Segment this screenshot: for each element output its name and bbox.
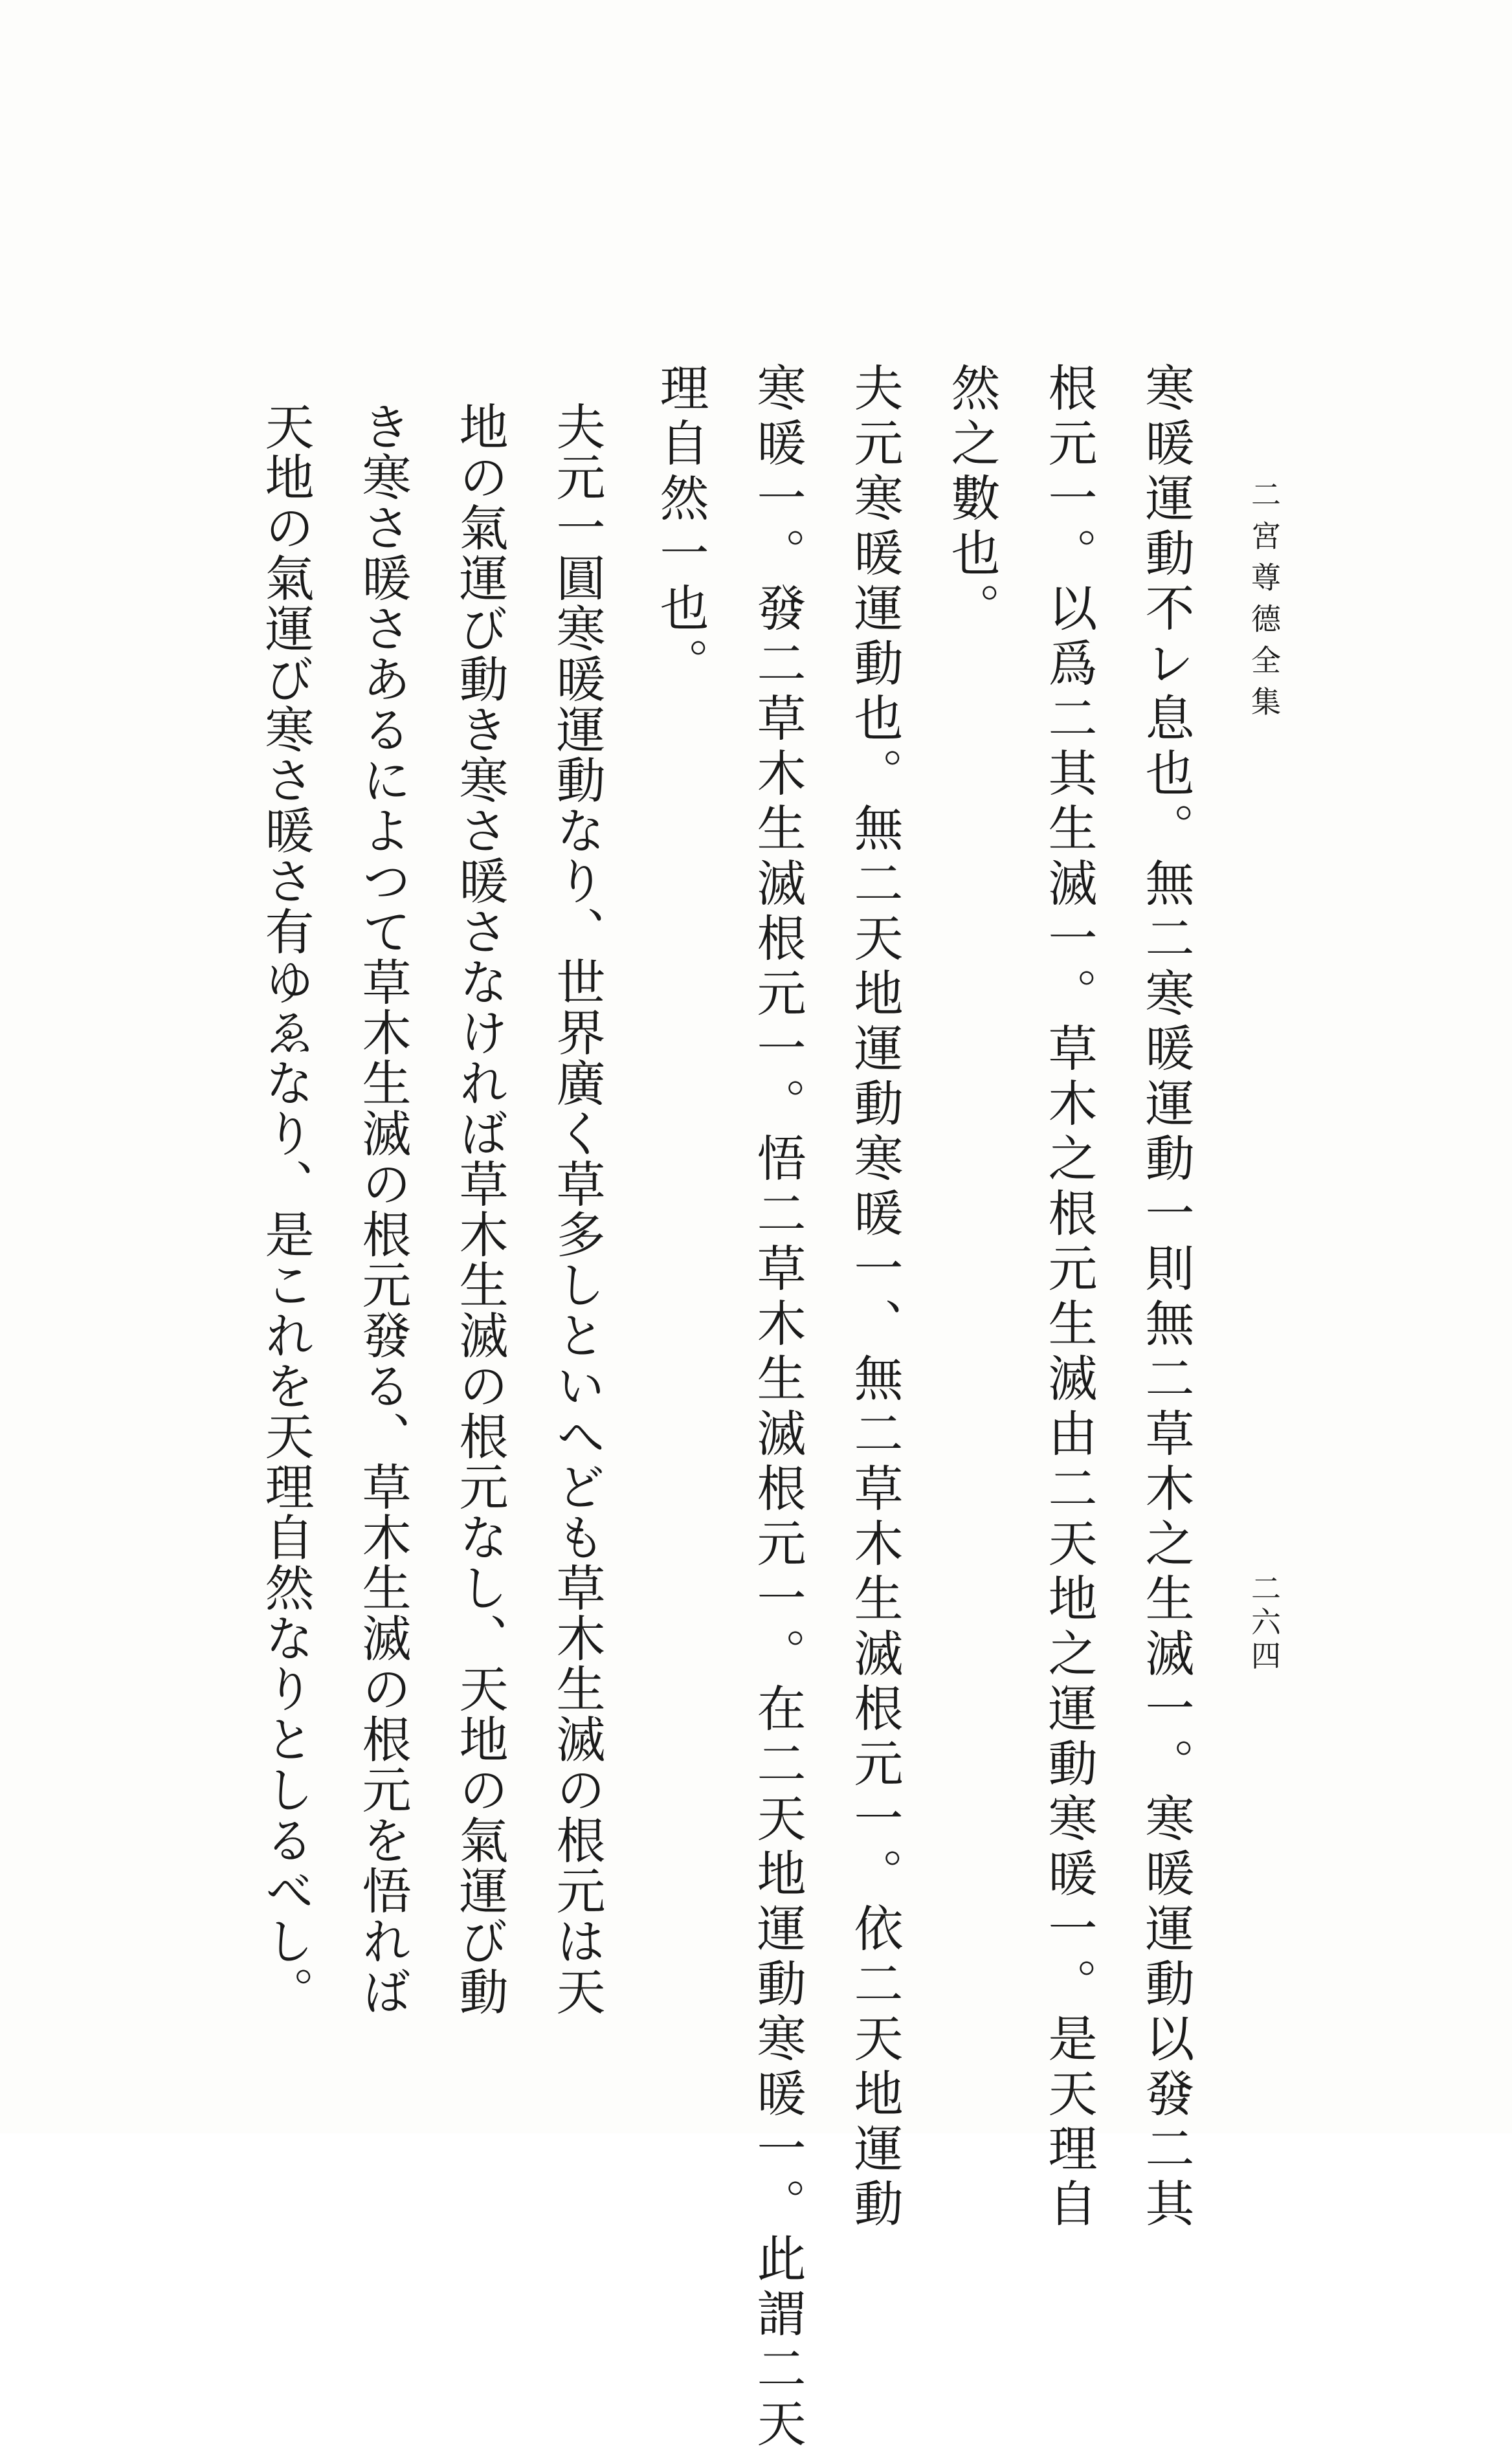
kanbun-text-block: 寒暖運動不レ息也。無二寒暖運動一則無二草木之生滅一。寒暖運動以發二其 根元一。以爲二其生滅一。草木之根元生滅由二天地之運動寒暖一。是天理自 然之數也。 夫元寒暖運動也。無二天地運動寒暖一、無二草木生滅根元一。依二天地運動 寒暖一。發二草木生滅根元一。悟二草木生滅根元一。在二天地運動寒暖一。此謂二天 理自然一也。: [652, 362, 1195, 2453]
kana-text-block: 夫元一圓寒暖運動なり、世界廣く草多しといへども草木生滅の根元は天 地の氣運び動き寒さ暖さなければ草木生滅の根元なし、天地の氣運び動 き寒さ暖さあるによつて草木生滅の根元發る、草木生滅の根元を悟れば 天地の氣運び寒さ暖さ有ゆゑなり、是これを天理自然なりとしるべし。: [257, 401, 606, 2017]
running-header-title: 二宮尊德全集: [1247, 479, 1282, 727]
page-number: 二六四: [1247, 1573, 1282, 1674]
